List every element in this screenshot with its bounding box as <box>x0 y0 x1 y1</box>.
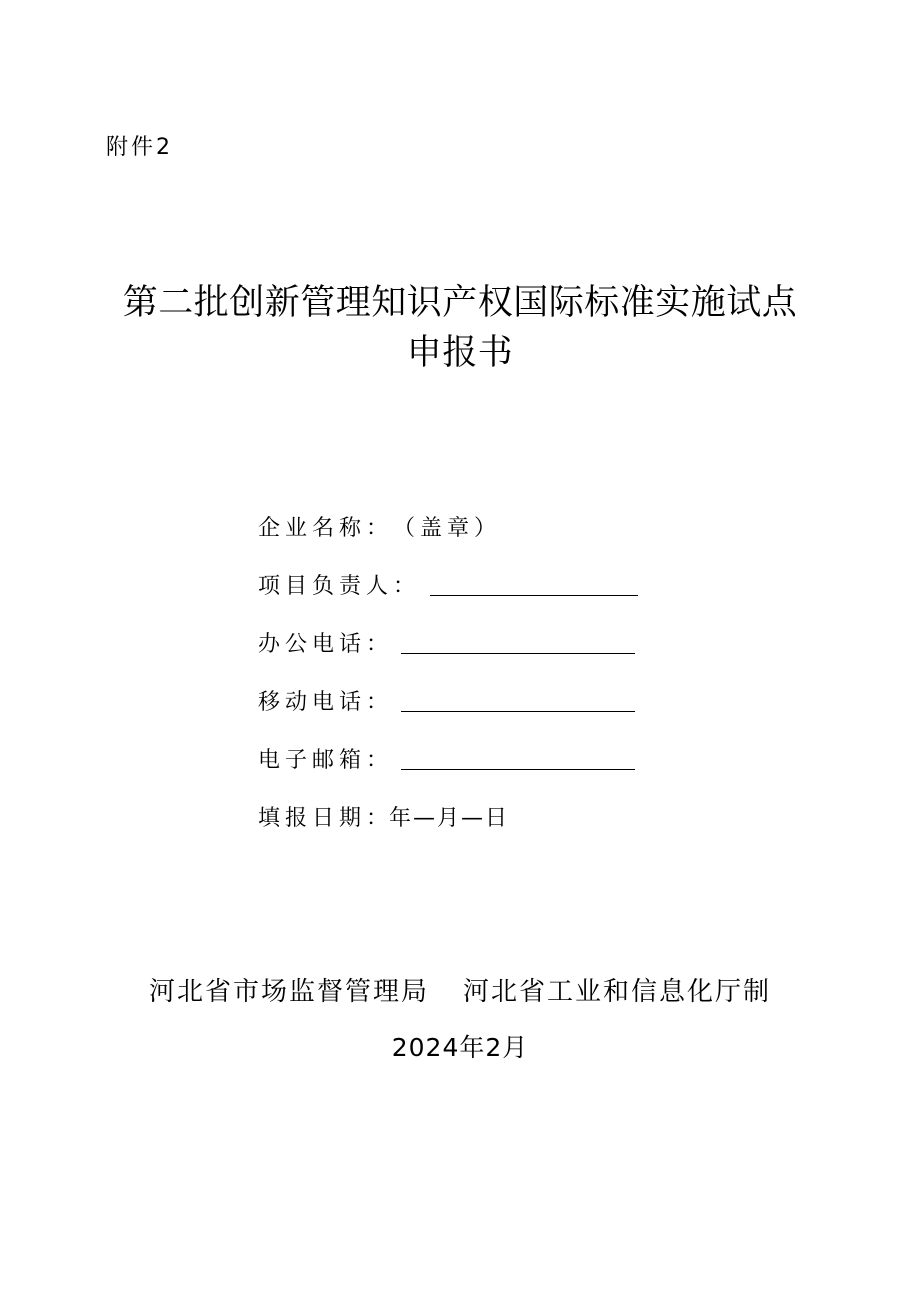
mobile-phone-blank[interactable] <box>401 689 635 712</box>
title-line-1: 第二批创新管理知识产权国际标准实施试点 <box>122 283 798 323</box>
field-mobile-phone <box>258 671 638 729</box>
email-blank[interactable] <box>401 747 635 770</box>
field-label-office-phone: 办公电话： <box>258 631 394 657</box>
issue-date: 2024年2月 <box>391 1033 529 1062</box>
field-fill-date <box>258 787 638 845</box>
field-value-company-seal: （盖章） <box>393 515 502 541</box>
office-phone-blank[interactable] <box>401 631 635 654</box>
project-leader-blank[interactable] <box>430 573 638 596</box>
field-label-email: 电子邮箱： <box>258 747 394 773</box>
field-value-fill-date: 年—月—日 <box>389 805 510 831</box>
field-label-company-name: 企业名称： <box>258 515 394 541</box>
field-label-fill-date: 填报日期： <box>258 805 394 831</box>
title-line-2: 申报书 <box>406 333 514 373</box>
field-office-phone <box>258 613 638 671</box>
issuing-organizations <box>0 972 920 1012</box>
attachment-label: 附件2 <box>106 135 173 160</box>
field-email <box>258 729 638 787</box>
field-label-mobile-phone: 移动电话： <box>258 689 394 715</box>
field-label-project-leader: 项目负责人： <box>258 573 421 599</box>
issuer-industry-it: 河北省工业和信息化厅制 <box>463 977 772 1007</box>
issuer-market-regulation: 河北省市场监督管理局 <box>148 977 429 1007</box>
field-company-name <box>258 497 638 555</box>
document-title <box>0 278 920 378</box>
field-project-leader <box>258 555 638 613</box>
application-fields <box>258 497 638 845</box>
